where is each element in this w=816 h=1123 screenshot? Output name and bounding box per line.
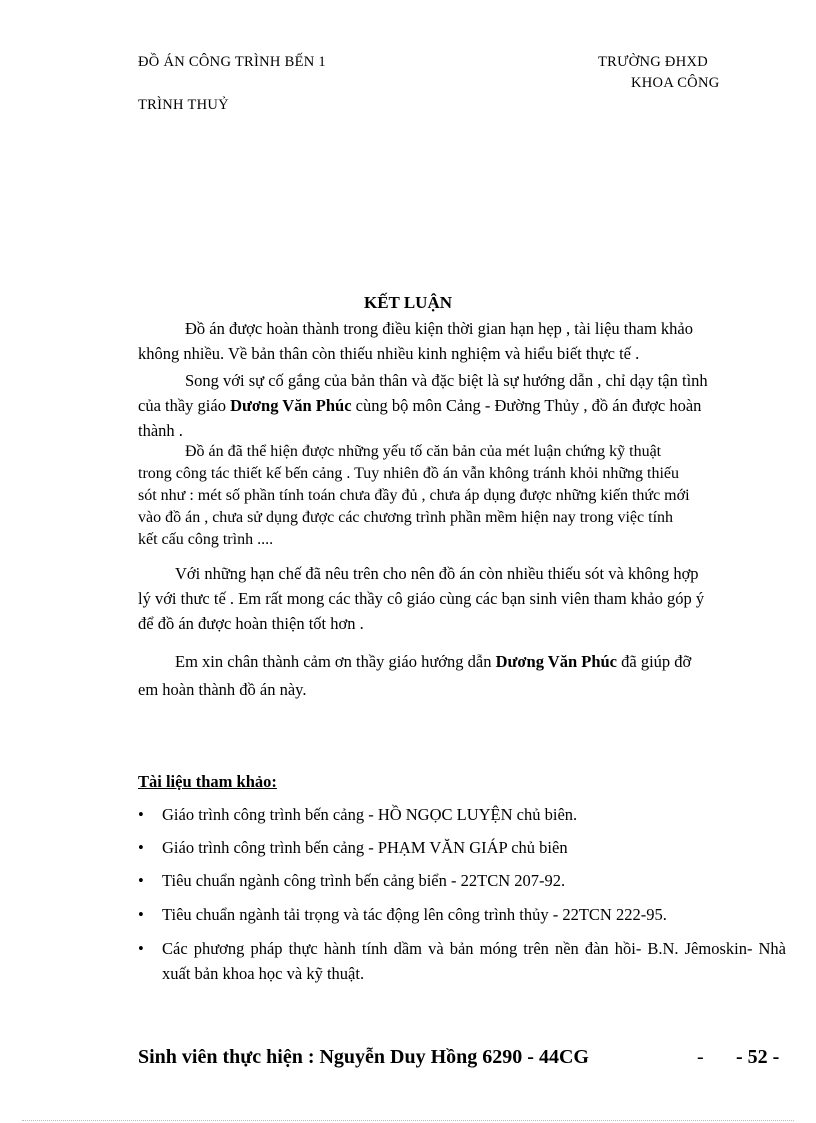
paragraph-3 <box>138 441 786 551</box>
reference-item <box>138 868 786 893</box>
paragraph-2-text-c: cùng bộ môn Cảng - Đường Thủy , đồ án được hoàn <box>351 396 702 415</box>
paragraph-5 <box>138 648 786 704</box>
reference-text: Tiêu chuẩn ngành tải trọng và tác động lên công trình thủy - 22TCN 222-95. <box>162 905 667 924</box>
paragraph-5-line-1 <box>138 648 786 676</box>
paragraph-4-line-1: Với những hạn chế đã nêu trên cho nên đồ án còn nhiều thiếu sót và không hợp <box>175 564 699 583</box>
paragraph-3-line-1: Đồ án đã thể hiện được những yếu tố căn bản của mét luận chứng kỹ thuật <box>185 443 662 460</box>
bullet-icon: • <box>138 838 144 857</box>
paragraph-4-line-2: lý với thưc tế . Em rất mong các thầy cô giáo cùng các bạn sinh viên tham khảo góp ý <box>138 589 705 608</box>
paragraph-3-line-3: sót như : mét số phần tính toán chưa đầy đủ , chưa áp dụng được những kiến thức mới <box>138 487 690 504</box>
paragraph-1-line-1: Đồ án được hoàn thành trong điều kiện thời gian hạn hẹp , tài liệu tham khảo <box>185 319 693 338</box>
paragraph-2-line-1: Song với sự cố gắng của bản thân và đặc biệt là sự hướng dẫn , chỉ dạy tận tình <box>185 371 708 390</box>
paragraph-3-line-4: vào đồ án , chưa sử dụng được các chương trình phần mềm hiện nay trong việc tính <box>138 509 674 526</box>
paragraph-2-line-3: thành . <box>138 421 183 440</box>
header-right-line1: TRƯỜNG ĐHXD <box>598 54 709 70</box>
header-left-line2: TRÌNH THUỶ <box>138 97 229 113</box>
reference-item <box>138 835 786 860</box>
footer-dash: - <box>697 1046 704 1068</box>
references-title: Tài liệu tham khảo: <box>138 772 277 791</box>
reference-item <box>138 802 786 827</box>
footer-student: Sinh viên thực hiện : Nguyễn Duy Hồng 6290 - 44CG <box>138 1046 589 1068</box>
paragraph-2 <box>138 368 786 443</box>
paragraph-5-text-c: đã giúp đỡ <box>617 652 692 671</box>
bullet-icon: • <box>138 805 144 824</box>
header-left-line1: ĐỒ ÁN CÔNG TRÌNH BẾN 1 <box>138 54 326 70</box>
bullet-icon: • <box>138 871 144 890</box>
reference-text: Tiêu chuẩn ngành công trình bến cảng biển - 22TCN 207-92. <box>162 871 566 890</box>
bullet-icon: • <box>138 905 144 924</box>
paragraph-2-text-a: của thầy giáo <box>138 396 231 415</box>
reference-text: Giáo trình công trình bến cảng - HỒ NGỌC LUYỆN chủ biên. <box>162 805 578 824</box>
reference-text: Giáo trình công trình bến cảng - PHẠM VĂN GIÁP chủ biên <box>162 838 568 857</box>
reference-text: Các phương pháp thực hành tính dầm và bản móng trên nền đàn hồi- B.N. Jêmoskin- Nhà xuất bản khoa học và kỹ thuật. <box>162 939 786 983</box>
advisor-name-2: Dương Văn Phúc <box>495 652 618 671</box>
reference-item <box>138 936 786 986</box>
page-title: KẾT LUẬN <box>363 293 452 312</box>
paragraph-4 <box>138 561 786 636</box>
reference-item <box>138 902 786 927</box>
paragraph-4-line-3: để đồ án được hoàn thiện tốt hơn . <box>138 614 364 633</box>
header-right-line2: KHOA CÔNG <box>631 75 720 91</box>
paragraph-3-line-5: kết cấu công trình .... <box>138 531 274 548</box>
page-divider <box>22 1120 794 1121</box>
paragraph-5-line-2: em hoàn thành đồ án này. <box>138 680 307 699</box>
paragraph-2-line-2 <box>138 393 786 418</box>
paragraph-1-line-2: không nhiều. Về bản thân còn thiếu nhiều kinh nghiệm và hiểu biết thực tế . <box>138 344 640 363</box>
bullet-icon: • <box>138 939 144 958</box>
advisor-name: Dương Văn Phúc <box>230 396 352 415</box>
paragraph-3-line-2: trong công tác thiết kế bến cảng . Tuy nhiên đồ án vẫn không tránh khỏi những thiếu <box>138 465 680 482</box>
page-number: - 52 - <box>736 1046 780 1068</box>
paragraph-5-text-a: Em xin chân thành cảm ơn thầy giáo hướng dẫn <box>175 652 496 671</box>
paragraph-1 <box>138 316 786 366</box>
